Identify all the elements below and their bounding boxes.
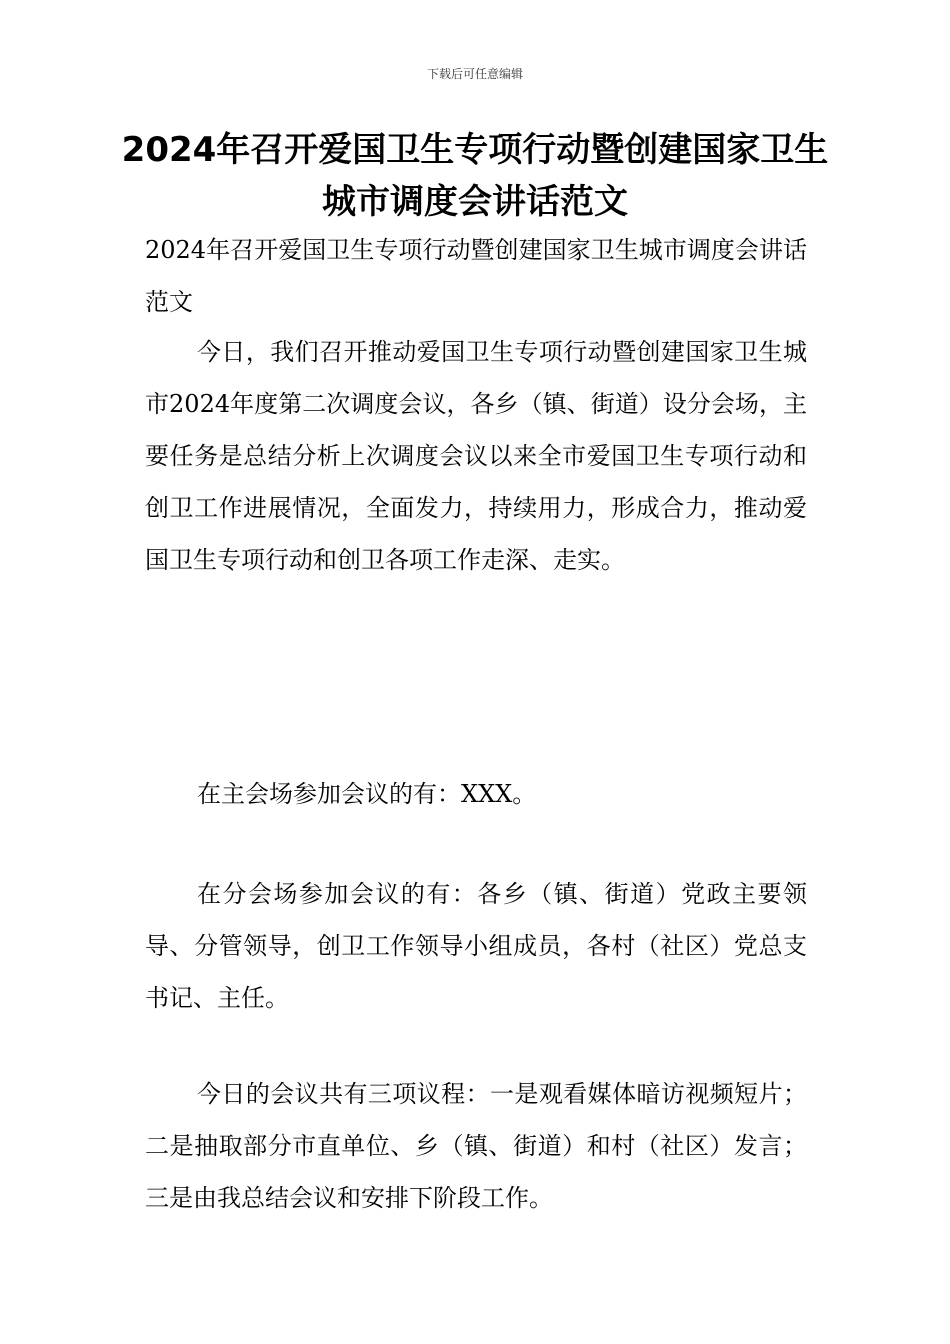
header-note: 下载后可任意编辑 xyxy=(426,67,523,81)
paragraph-opening: 今日，我们召开推动爱国卫生专项行动暨创建国家卫生城市2024年度第二次调度会议，各乡（镇、街道）设分会场，主要任务是总结分析上次调度会议以来全市爱国卫生专项行动和创卫工作进展情况，全面发力，持续用力，形成合力，推动爱国卫生专项行动和创卫各项工作走深、走实。 xyxy=(145,338,807,574)
paragraph-agenda: 今日的会议共有三项议程：一是观看媒体暗访视频短片；二是抽取部分市直单位、乡（镇、街道）和村（社区）发言；三是由我总结会议和安排下阶段工作。 xyxy=(145,1080,807,1212)
paragraph-branch-venue: 在分会场参加会议的有：各乡（镇、街道）党政主要领导、分管领导，创卫工作领导小组成员，各村（社区）党总支书记、主任。 xyxy=(145,880,807,1012)
paragraph-main-venue: 在主会场参加会议的有：XXX。 xyxy=(197,780,537,808)
document-title: 2024年召开爱国卫生专项行动暨创建国家卫生城市调度会讲话范文 xyxy=(121,130,829,222)
document-subtitle: 2024年召开爱国卫生专项行动暨创建国家卫生城市调度会讲话范文 xyxy=(145,236,807,316)
